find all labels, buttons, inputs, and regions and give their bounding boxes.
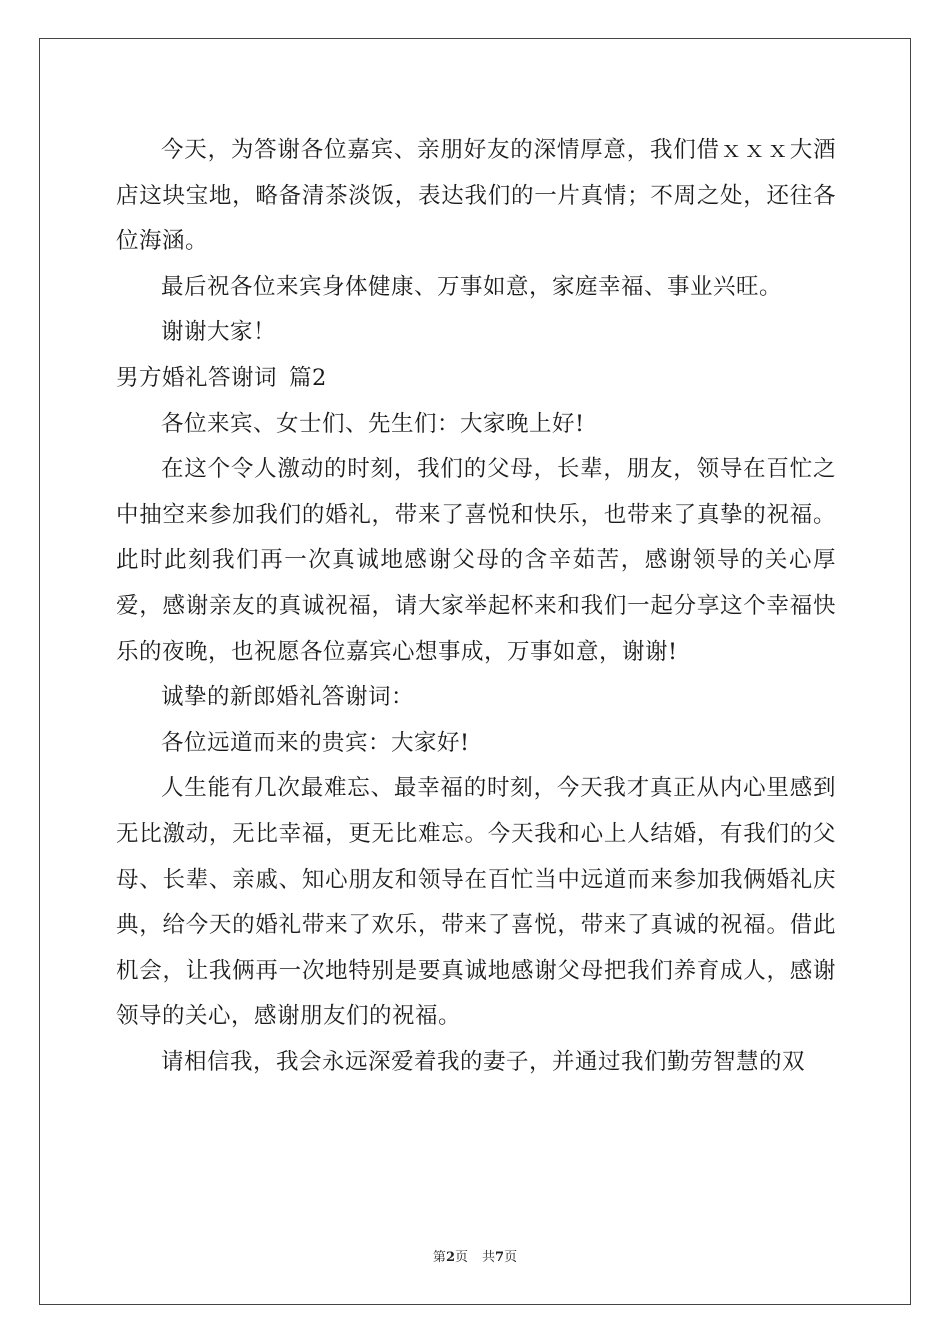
paragraph: 人生能有几次最难忘、最幸福的时刻，今天我才真正从内心里感到无比激动，无比幸福，更无比难忘。今天我和心上人结婚，有我们的父母、长辈、亲戚、知心朋友和领导在百忙当中远道而来参加我俩婚礼庆典，给今天的婚礼带来了欢乐，带来了喜悦，带来了真诚的祝福。借此机会，让我俩再一次地特别是要真诚地感谢父母把我们养育成人，感谢领导的关心，感谢朋友们的祝福。 (116, 775, 836, 1030)
paragraph: 在这个令人激动的时刻，我们的父母，长辈，朋友，领导在百忙之中抽空来参加我们的婚礼，带来了喜悦和快乐，也带来了真挚的祝福。此时此刻我们再一次真诚地感谢父母的含辛茹苦，感谢领导的关心厚爱，感谢亲友的真诚祝福，请大家举起杯来和我们一起分享这个幸福快乐的夜晚，也祝愿各位嘉宾心想事成，万事如意，谢谢! (116, 456, 836, 665)
section-part: 篇2 (289, 364, 327, 391)
paragraph: 各位来宾、女士们、先生们：大家晚上好! (161, 410, 585, 437)
page-suffix: 页 (454, 1250, 468, 1265)
total-suffix: 页 (504, 1250, 518, 1265)
page-prefix: 第 (432, 1250, 446, 1265)
section-heading (116, 356, 836, 402)
paragraph: 今天，为答谢各位嘉宾、亲朋好友的深情厚意，我们借ｘｘｘ大酒店这块宝地，略备清茶淡饭，表达我们的一片真情；不周之处，还往各位海涵。 (116, 137, 836, 255)
paragraph: 谢谢大家！ (161, 319, 277, 346)
paragraph: 最后祝各位来宾身体健康、万事如意，家庭幸福、事业兴旺。 (161, 273, 783, 300)
document-body (116, 128, 836, 1085)
paragraph: 诚挚的新郎婚礼答谢词： (161, 684, 415, 711)
paragraph: 请相信我，我会永远深爱着我的妻子，并通过我们勤劳智慧的双 (161, 1048, 806, 1075)
paragraph: 各位远道而来的贵宾：大家好! (161, 729, 470, 756)
section-title: 男方婚礼答谢词 (116, 364, 278, 391)
page-footer (0, 1246, 950, 1265)
total-pages: 7 (495, 1250, 505, 1265)
total-prefix: 共 (482, 1250, 496, 1265)
page-number: 2 (445, 1250, 455, 1265)
